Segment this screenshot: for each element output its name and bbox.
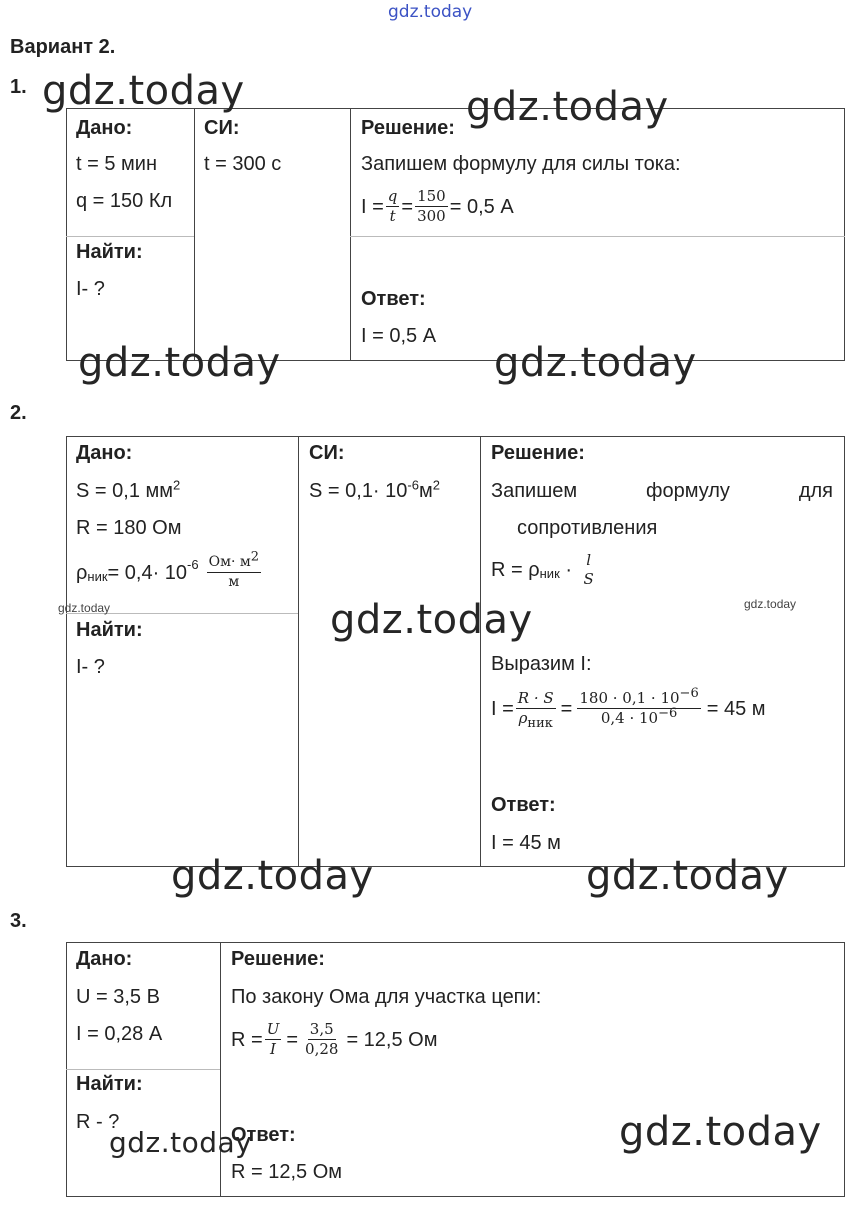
fraction-denominator: м <box>228 574 240 590</box>
task-2-number: 2. <box>10 402 27 424</box>
fraction-denominator: S <box>583 570 594 588</box>
task-1-solution-divider <box>350 236 845 237</box>
task-2-formula-2: I = $\frac{R \cdot S}{\rho_{ник}}$ = $\frac{180 \cdot 0,1 \cdot 10^{-6}}{0,4 \cdot 10^{-6}}$ = 45 м <box>491 686 766 731</box>
task-3-answer-header: Ответ: <box>231 1124 296 1146</box>
task-3-number: 3. <box>10 910 27 932</box>
task-1-given-1: t = 5 мин <box>76 153 157 175</box>
fraction-denominator: 300 <box>417 207 446 225</box>
task-1-divider-1 <box>194 108 195 361</box>
task-2-given-header: Дано: <box>76 442 133 464</box>
fraction-denominator: $\rho_{ник}$ <box>518 709 553 731</box>
task-1-number: 1. <box>10 76 27 98</box>
task-1-si-1: t = 300 с <box>204 153 282 175</box>
watermark: gdz.today <box>586 853 789 899</box>
watermark: gdz.today <box>330 597 533 643</box>
task-2-express: Выразим I: <box>491 653 592 675</box>
task-2-si-header: СИ: <box>309 442 345 464</box>
fraction-rs-over-rho <box>516 689 556 731</box>
watermark: gdz.today <box>171 853 374 899</box>
fraction-numerator: $180 \cdot 0,1 \cdot 10^{-6}$ <box>579 686 699 707</box>
formula-equals: = <box>401 195 414 218</box>
fraction-numerator: l <box>586 551 592 569</box>
watermark: gdz.today <box>619 1109 822 1155</box>
task-2-answer: I = 45 м <box>491 832 561 854</box>
task-2-solution-header: Решение: <box>491 442 585 464</box>
watermark: gdz.today <box>494 340 697 386</box>
fraction-denominator: 0,28 <box>305 1040 339 1058</box>
task-3-answer: R = 12,5 Ом <box>231 1161 343 1183</box>
task-2-given-s: S = 0,1 $мм^2$ <box>76 477 181 502</box>
task-3-solution-intro: По закону Ома для участка цепи: <box>231 986 542 1008</box>
task-1-solution-header: Решение: <box>361 117 455 139</box>
fraction-q-over-t <box>386 188 400 225</box>
fraction-numerator: U <box>266 1020 280 1038</box>
task-3-given-1: U = 3,5 В <box>76 986 160 1008</box>
task-2-find: I- ? <box>76 656 105 678</box>
formula-result: = 0,5 А <box>449 195 514 218</box>
fraction-l-over-s <box>582 552 596 588</box>
top-watermark: gdz.today <box>388 2 473 22</box>
task-1-divider-2 <box>350 108 351 361</box>
fraction-numerator: $Ом\cdot м^2$ <box>207 554 261 573</box>
watermark-small: gdz.today <box>58 601 111 615</box>
task-1-given-divider <box>66 236 194 237</box>
fraction-denominator: I <box>270 1040 276 1058</box>
fraction-denominator: t <box>389 207 396 225</box>
task-2-divider-1 <box>298 436 299 867</box>
task-1-find: I- ? <box>76 278 105 300</box>
watermark: gdz.today <box>109 1126 253 1159</box>
task-1-given-2: q = 150 Кл <box>76 190 173 212</box>
task-1-given-header: Дано: <box>76 117 133 139</box>
watermark: gdz.today <box>42 68 245 114</box>
fraction-denominator: $0,4 \cdot 10^{-6}$ <box>600 706 678 727</box>
task-3-given-header: Дано: <box>76 948 133 970</box>
fraction-numerator: 150 <box>417 187 446 205</box>
fraction-values <box>415 188 448 225</box>
task-2-find-header: Найти: <box>76 619 143 641</box>
fraction-values <box>303 1021 340 1058</box>
task-1-formula <box>361 188 514 225</box>
task-3-given-divider <box>66 1069 220 1070</box>
task-2-divider-2 <box>480 436 481 867</box>
task-2-given-r: R = 180 Ом <box>76 517 182 539</box>
rho-unit-fraction <box>207 549 261 591</box>
task-2-formula-1: R = ρ $_{ник}$ · l S <box>491 551 594 588</box>
variant-title: Вариант 2. <box>10 36 116 58</box>
task-3-find-header: Найти: <box>76 1073 143 1095</box>
task-1-table <box>66 108 845 361</box>
task-1-answer-header: Ответ: <box>361 288 426 310</box>
fraction-numerator: q <box>387 187 398 205</box>
fraction-u-over-i <box>265 1021 282 1058</box>
task-2-solution-intro-line2: сопротивления <box>517 517 658 539</box>
watermark-small: gdz.today <box>744 597 797 611</box>
task-1-si-header: СИ: <box>204 117 240 139</box>
watermark: gdz.today <box>78 340 281 386</box>
task-1-solution-intro: Запишем формулу для силы тока: <box>361 153 681 175</box>
fraction-numerator: 3,5 <box>309 1020 334 1038</box>
task-1-find-header: Найти: <box>76 241 143 263</box>
task-1-answer: I = 0,5 А <box>361 325 437 347</box>
fraction-values <box>577 686 700 727</box>
formula-lhs: I = <box>361 195 384 218</box>
task-2-answer-header: Ответ: <box>491 794 556 816</box>
task-3-solution-header: Решение: <box>231 948 325 970</box>
task-2-given-rho: ρ $_{ник}$ = 0,4· 10 $^{-6}$ $\frac{Ом\cdot м^2}{м}$ <box>76 549 260 590</box>
task-3-formula: R = $\frac{U}{I}$ = $\frac{3,5}{0,28}$ = 12,5 Ом <box>231 1020 438 1058</box>
task-2-si-value: $S = 0,1\cdot 10^{-6}м^2$ <box>309 477 440 502</box>
task-2-solution-intro: Запишем формулу для <box>491 480 833 502</box>
task-3-given-2: I = 0,28 А <box>76 1023 163 1045</box>
watermark: gdz.today <box>466 84 669 130</box>
task-3-find: R - ? <box>76 1111 120 1133</box>
fraction-numerator: R · S <box>517 689 554 707</box>
